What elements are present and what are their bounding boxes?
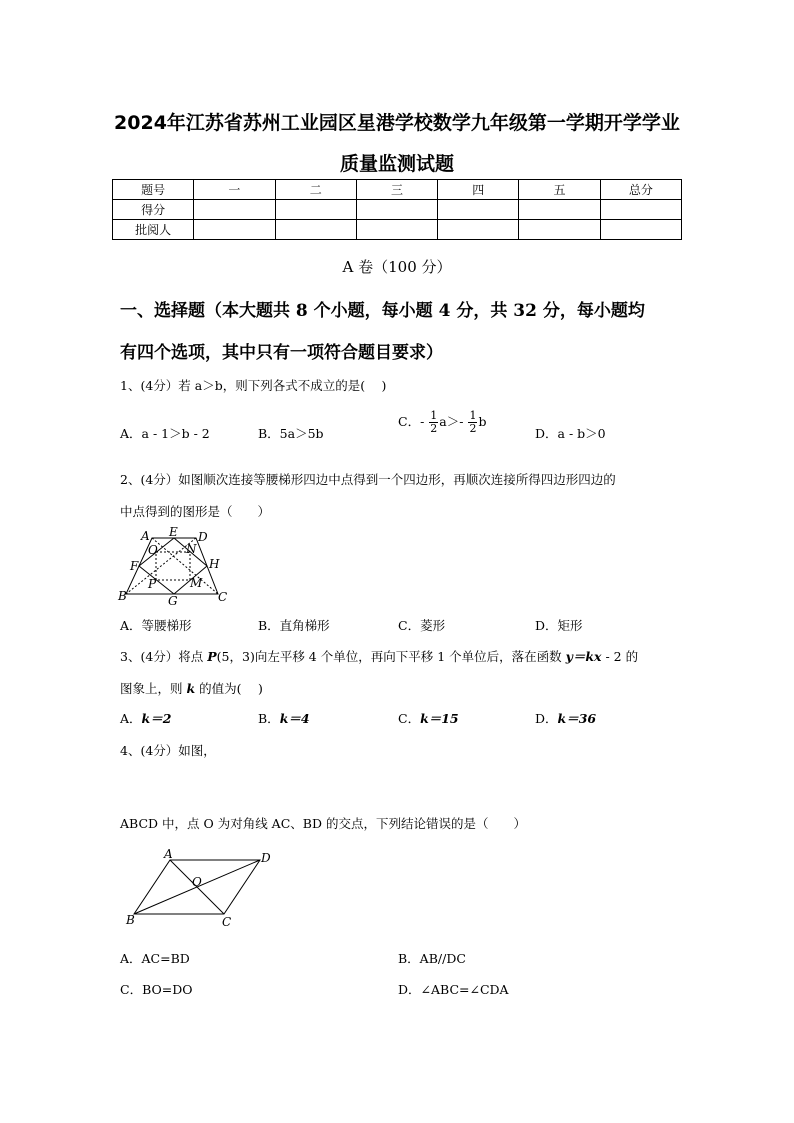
q4-option-c[interactable]: C．BO=DO: [120, 982, 193, 997]
option-letter: D．: [535, 711, 558, 726]
label-d: D: [261, 851, 271, 865]
q4-option-a[interactable]: A．AC=BD: [120, 951, 190, 966]
label-d: D: [198, 530, 208, 544]
table-cell: 批阅人: [113, 220, 194, 240]
q2-stem-line1: 2、(4分）如图顺次连接等腰梯形四边中点得到一个四边形，再顺次连接所得四边形四边的: [120, 472, 616, 487]
score-input-cell[interactable]: [600, 220, 681, 240]
q1-option-c-prefix: C．-: [398, 414, 425, 429]
q3-stem-text: - 2 的: [601, 649, 639, 664]
table-cell: 五: [519, 180, 600, 200]
q3-stem-line1: [120, 647, 638, 665]
option-letter: C．: [398, 711, 421, 726]
q4-stem-line1: 4、(4分）如图，: [120, 743, 216, 758]
score-table-row: [113, 200, 682, 220]
score-table-row: [113, 220, 682, 240]
table-cell: 二: [275, 180, 356, 200]
option-letter: B．: [258, 711, 280, 726]
score-input-cell[interactable]: [519, 220, 600, 240]
label-a: A: [164, 847, 173, 861]
q2-option-d[interactable]: D．矩形: [535, 618, 583, 633]
fraction-denominator: 2: [430, 422, 438, 435]
option-value: k＝2: [141, 711, 172, 726]
option-letter: A．: [120, 711, 142, 726]
score-input-cell[interactable]: [356, 200, 437, 220]
q3-option-c[interactable]: [398, 709, 459, 727]
label-b: B: [126, 913, 135, 927]
section-a-heading: A 卷（100 分）: [342, 258, 452, 276]
q3-stem-text: 3、(4分）将点: [120, 649, 208, 664]
q1-option-d[interactable]: D．a - b＞0: [535, 426, 606, 441]
score-input-cell[interactable]: [275, 200, 356, 220]
q3-option-b[interactable]: [258, 709, 310, 727]
table-cell: 题号: [113, 180, 194, 200]
exam-title-line1: 2024年江苏省苏州工业园区星港学校数学九年级第一学期开学学业: [114, 112, 680, 134]
q4-option-d[interactable]: D．∠ABC=∠CDA: [398, 982, 509, 997]
label-e: E: [169, 525, 178, 539]
fraction-numerator: 1: [430, 409, 438, 422]
fraction-numerator: 1: [469, 409, 477, 422]
q1-stem: 1、(4分）若 a＞b，则下列各式不成立的是( ): [120, 378, 387, 393]
label-b: B: [118, 589, 127, 603]
q3-variable-k: k: [186, 681, 196, 696]
label-n: N: [186, 542, 197, 556]
table-cell: 四: [438, 180, 519, 200]
label-p: P: [148, 577, 157, 591]
label-m: M: [190, 576, 203, 590]
q2-option-c[interactable]: C．菱形: [398, 618, 446, 633]
fraction: [468, 410, 477, 435]
q4-stem-line2: ABCD 中，点 O 为对角线 AC、BD 的交点，下列结论错误的是（ ）: [120, 816, 526, 831]
label-h: H: [209, 557, 220, 571]
q2-stem-line2: 中点得到的图形是（ ）: [120, 504, 271, 519]
score-input-cell[interactable]: [519, 200, 600, 220]
q3-point-p: P: [207, 649, 217, 664]
score-input-cell[interactable]: [194, 200, 275, 220]
label-c: C: [218, 590, 228, 604]
score-input-cell[interactable]: [275, 220, 356, 240]
label-c: C: [222, 915, 232, 929]
score-input-cell[interactable]: [438, 220, 519, 240]
option-value: k＝36: [557, 711, 597, 726]
q3-option-a[interactable]: [120, 709, 171, 727]
q1-option-b[interactable]: B．5a＞5b: [258, 426, 324, 441]
q1-option-c[interactable]: [398, 410, 486, 435]
q3-stem-text: 图象上，则: [120, 681, 187, 696]
fraction-denominator: 2: [469, 422, 477, 435]
option-value: k＝15: [420, 711, 459, 726]
part1-heading-line2: 有四个选项，其中只有一项符合题目要求）: [120, 343, 443, 363]
score-table: [112, 179, 682, 240]
score-input-cell[interactable]: [438, 200, 519, 220]
q3-option-d[interactable]: [535, 709, 596, 727]
label-f: F: [130, 559, 139, 573]
q2-trapezoid-figure: [114, 524, 234, 608]
fraction: [429, 410, 438, 435]
table-cell: 三: [356, 180, 437, 200]
part1-heading-line1: 一、选择题（本大题共 8 个小题，每小题 4 分，共 32 分，每小题均: [120, 301, 645, 321]
score-input-cell[interactable]: [194, 220, 275, 240]
table-cell: 总分: [600, 180, 681, 200]
score-table-header-row: [113, 180, 682, 200]
score-input-cell[interactable]: [600, 200, 681, 220]
option-value: k＝4: [279, 711, 310, 726]
table-cell: 一: [194, 180, 275, 200]
q2-option-b[interactable]: B．直角梯形: [258, 618, 330, 633]
label-g: G: [168, 594, 178, 608]
q4-option-b[interactable]: B．AB//DC: [398, 951, 466, 966]
exam-title-line2: 质量监测试题: [339, 153, 454, 175]
q3-stem-line2: [120, 679, 263, 697]
table-cell: 得分: [113, 200, 194, 220]
label-a: A: [141, 529, 150, 543]
score-input-cell[interactable]: [356, 220, 437, 240]
q1-option-a[interactable]: A．a - 1＞b - 2: [120, 426, 210, 441]
q1-option-c-suffix: b: [478, 414, 487, 429]
q3-stem-text: (5，3)向左平移 4 个单位，再向下平移 1 个单位后，落在函数: [216, 649, 566, 664]
q2-option-a[interactable]: A．等腰梯形: [120, 618, 192, 633]
label-o: O: [192, 875, 202, 889]
q4-parallelogram-figure: [122, 846, 282, 930]
label-o: O: [148, 543, 158, 557]
q1-option-c-mid: a＞-: [439, 414, 464, 429]
q3-function: y＝kx: [565, 649, 602, 664]
q3-stem-text: 的值为( ): [195, 681, 263, 696]
